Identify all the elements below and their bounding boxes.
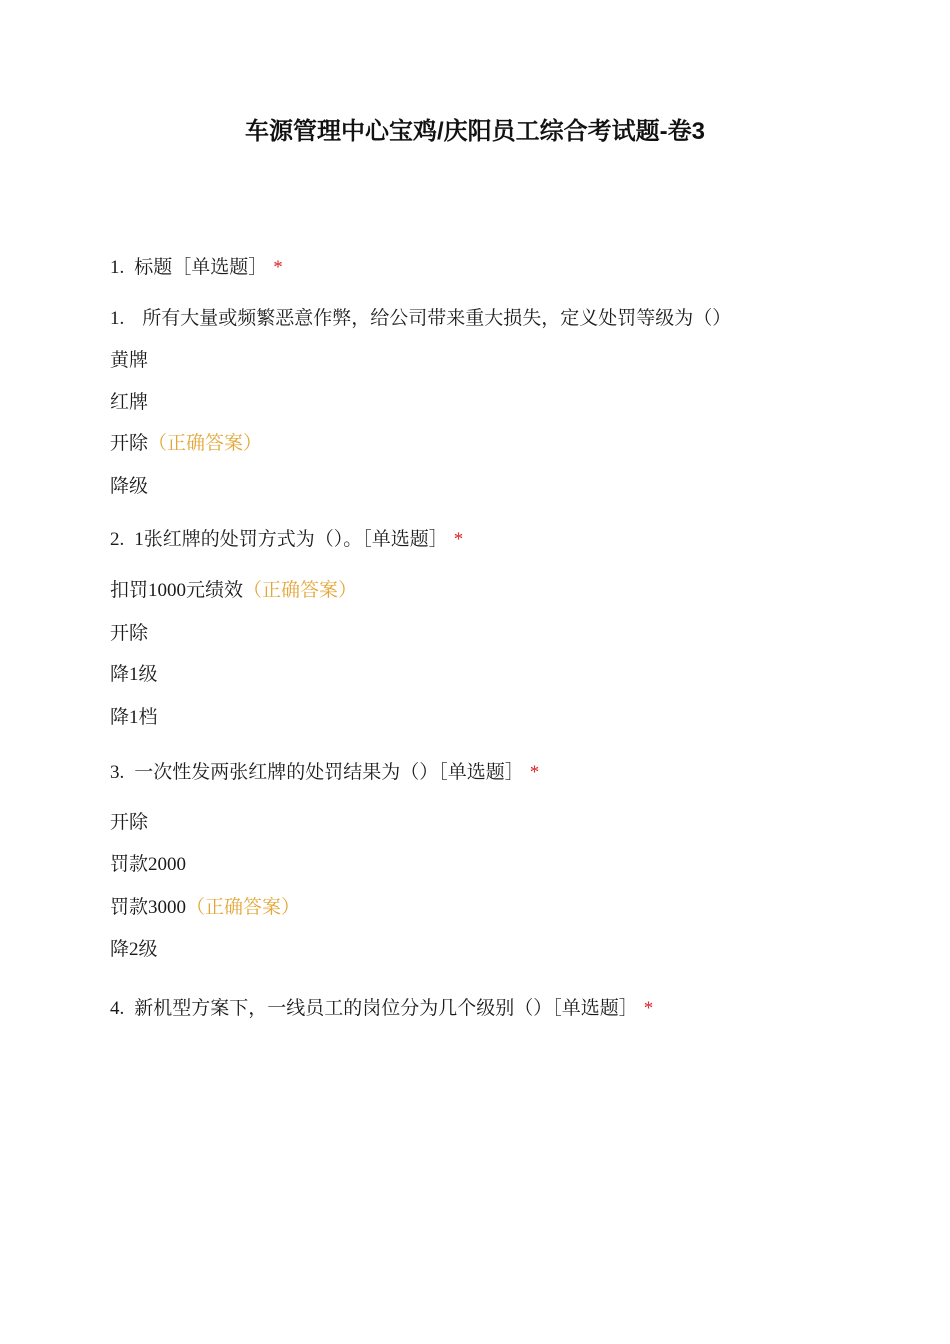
required-mark: *	[453, 529, 464, 550]
correct-answer-label: （正确答案）	[243, 580, 358, 601]
option: 开除	[110, 812, 149, 833]
required-mark: *	[529, 762, 540, 783]
question-text: 1张红牌的处罚方式为（）。［单选题］	[134, 529, 448, 550]
question-1	[110, 254, 283, 282]
page-title: 车源管理中心宝鸡/庆阳员工综合考试题-卷3	[244, 118, 705, 145]
correct-answer-label: （正确答案）	[148, 433, 263, 454]
option: 降级	[110, 476, 149, 497]
sub-question-text: 所有大量或频繁恶意作弊，给公司带来重大损失，定义处罚等级为（）	[142, 308, 732, 329]
question-2	[110, 526, 463, 554]
question-number: 3.	[110, 762, 125, 783]
option: 降1级	[110, 664, 158, 685]
option-correct: 扣罚1000元绩效（正确答案）	[110, 580, 358, 601]
question-3	[110, 759, 539, 787]
option: 降1档	[110, 707, 158, 728]
question-4	[110, 995, 653, 1023]
option: 红牌	[110, 392, 149, 413]
option: 罚款2000	[110, 854, 187, 875]
question-number: 4.	[110, 998, 125, 1019]
required-mark: *	[643, 998, 654, 1019]
option-correct: 开除（正确答案）	[110, 433, 263, 454]
option: 黄牌	[110, 350, 149, 371]
question-number: 1.	[110, 257, 125, 278]
question-text: 新机型方案下，一线员工的岗位分为几个级别（）［单选题］	[134, 998, 638, 1019]
question-1-sub	[110, 305, 731, 333]
option: 降2级	[110, 939, 158, 960]
required-mark: *	[273, 257, 283, 278]
sub-question-number: 1.	[110, 308, 125, 329]
correct-answer-label: （正确答案）	[186, 897, 301, 918]
question-number: 2.	[110, 529, 125, 550]
question-text: 一次性发两张红牌的处罚结果为（）［单选题］	[134, 762, 524, 783]
option-correct: 罚款3000（正确答案）	[110, 897, 301, 918]
option: 开除	[110, 623, 149, 644]
question-text: 标题［单选题］	[134, 257, 268, 278]
